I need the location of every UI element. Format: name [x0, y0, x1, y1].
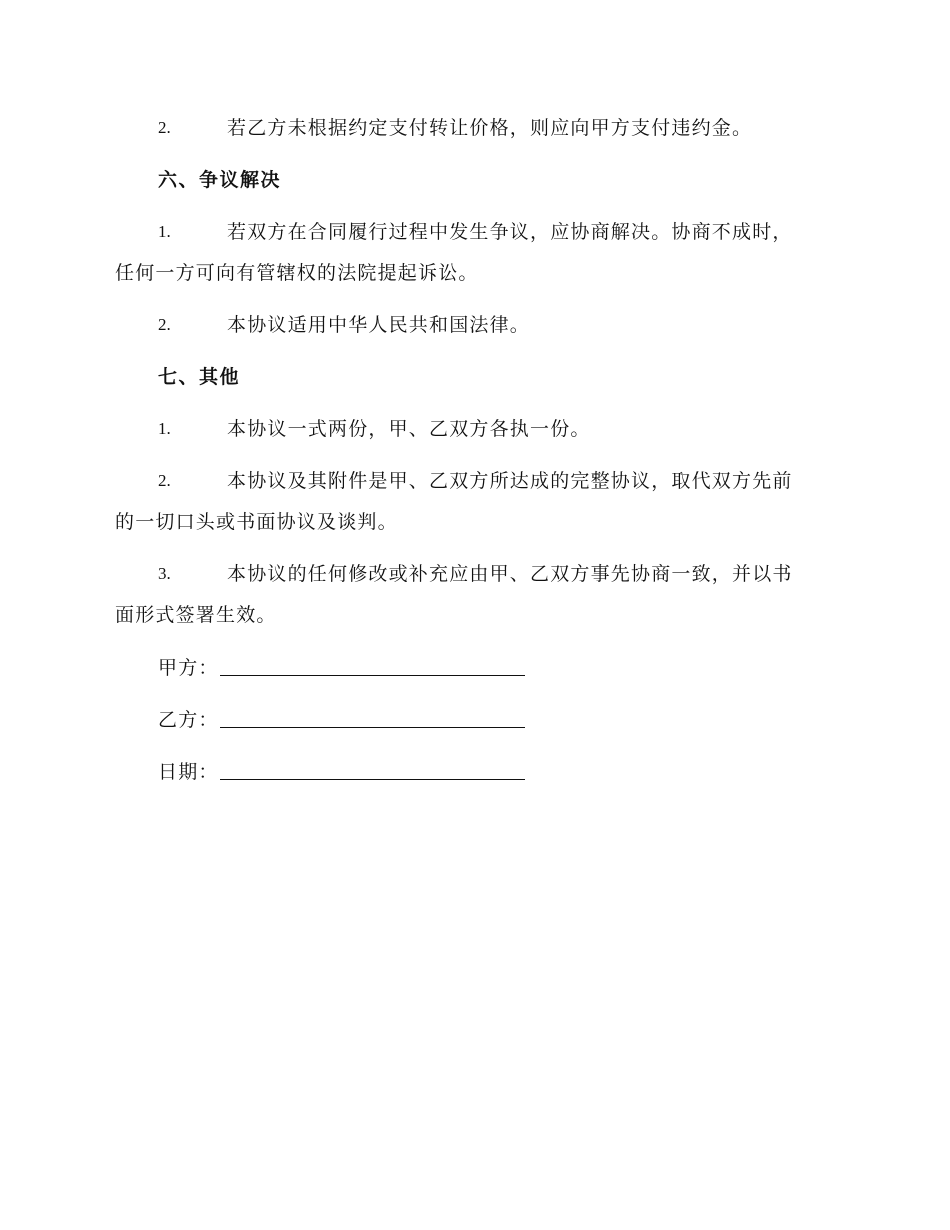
- clause-number: 2.: [158, 315, 171, 334]
- clause-number: 2.: [158, 471, 171, 490]
- clause-text: 本协议一式两份，甲、乙双方各执一份。: [227, 418, 591, 440]
- clause-text-continued: 的一切口头或书面协议及谈判。: [115, 511, 398, 533]
- clause-text: 本协议及其附件是甲、乙双方所达成的完整协议，取代双方先前: [227, 470, 793, 492]
- date-label: 日期：: [158, 761, 219, 783]
- clause-text-continued: 面形式签署生效。: [115, 604, 277, 626]
- party-a-label: 甲方：: [158, 657, 219, 679]
- party-b-label: 乙方：: [158, 709, 219, 731]
- clause-number: 3.: [158, 564, 171, 583]
- clause-number: 2.: [158, 118, 171, 137]
- clause-text-continued: 任何一方可向有管辖权的法院提起诉讼。: [115, 262, 479, 284]
- clause-text: 若双方在合同履行过程中发生争议，应协商解决。协商不成时，: [227, 221, 793, 243]
- clause-7-2-continuation: [115, 510, 835, 534]
- clause-6-1-continuation: [115, 261, 835, 285]
- date-signature-line[interactable]: [220, 779, 525, 780]
- party-b-signature-line[interactable]: [220, 727, 525, 728]
- clause-text: 若乙方未根据约定支付转让价格，则应向甲方支付违约金。: [227, 117, 753, 139]
- clause-text: 本协议的任何修改或补充应由甲、乙双方事先协商一致，并以书: [227, 563, 793, 585]
- clause-7-3-continuation: [115, 603, 835, 627]
- clause-number: 1.: [158, 419, 171, 438]
- clause-text: 本协议适用中华人民共和国法律。: [227, 314, 531, 336]
- party-a-signature-line[interactable]: [220, 675, 525, 676]
- clause-number: 1.: [158, 222, 171, 241]
- section-heading-6: 六、争议解决: [158, 169, 282, 191]
- section-heading-7: 七、其他: [158, 366, 241, 388]
